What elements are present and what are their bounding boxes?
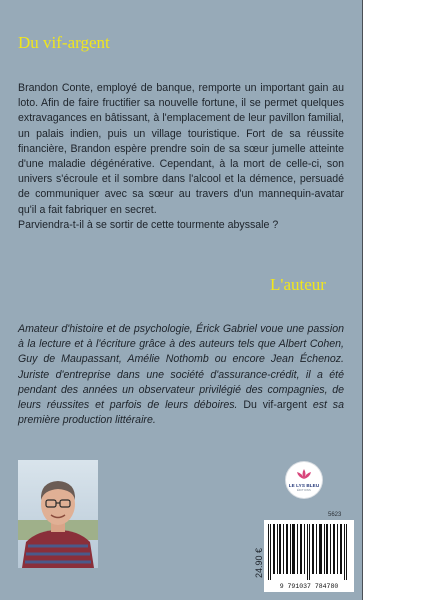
barcode-bars xyxy=(264,520,354,592)
bio-text-italic: Amateur d'histoire et de psychologie, Érick Gabriel voue une passion à la lecture et à l'écriture grâce à des auteurs tels que Albert Cohen, Guy de Maupassant, Amélie Nothomb ou encore Jean Échenoz. Juriste d'entreprise dans une société d'assurance-crédit, il a été pendant des années un observateur privilégié des compagnies, de leurs réussites et parfois de leurs déboires. xyxy=(18,323,344,412)
author-portrait-image xyxy=(18,460,98,568)
publisher-name: LE LYS BLEU xyxy=(288,483,320,488)
synopsis xyxy=(18,81,344,233)
product-code: 5623 xyxy=(328,512,342,518)
synopsis-paragraph: Brandon Conte, employé de banque, remporte un important gain au loto. Afin de faire fructifier sa nouvelle fortune, il se permet quelques extravagances en bâtissant, à l'emplacement de leur pavillon familial, un palais indien, puis un village touristique. Fort de sa réussite financière, Brandon espère prendre soin de sa sœur jumelle atteinte d'une maladie dégénérative. Cependant, à la mort de celle-ci, son univers s'écroule et il sombre dans l'alcool et la démence, persuadé de communiquer avec sa sœur au travers d'un mannequin-avatar qu'il a fait fabriquer en secret. xyxy=(18,82,344,216)
price-label-wrap xyxy=(249,540,269,580)
publisher-sub: ÉDITIONS xyxy=(297,489,311,492)
bio-text-italic-end: est sa première production littéraire. xyxy=(18,399,344,427)
spine-edge xyxy=(362,0,423,600)
author-heading: L'auteur xyxy=(270,275,326,294)
book-title-heading: Du vif-argent xyxy=(18,33,110,52)
author-bio xyxy=(18,322,344,428)
author-photo xyxy=(18,460,98,568)
price-label: 24.90 € xyxy=(254,547,264,578)
synopsis-question: Parviendra-t-il à se sortir de cette tourmente abyssale ? xyxy=(18,218,279,231)
isbn-digits: 9 791037 784780 xyxy=(279,583,339,590)
publisher-logo xyxy=(286,462,322,498)
bio-book-title: Du vif-argent xyxy=(243,399,307,412)
lily-icon xyxy=(286,462,322,498)
barcode xyxy=(264,520,354,592)
